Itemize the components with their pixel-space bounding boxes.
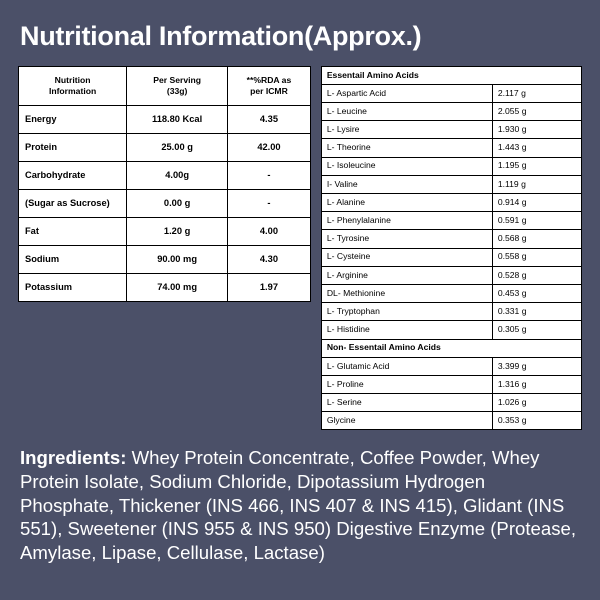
nutrition-header-per-serving-line2: (33g): [166, 85, 188, 96]
nutrition-row-rda: 4.00: [228, 217, 311, 245]
amino-row-name: L- Lysire: [321, 121, 492, 139]
table-row: [19, 217, 311, 245]
nutrition-row-per-serving: 0.00 g: [127, 189, 228, 217]
amino-row-amount: 1.316 g: [492, 375, 581, 393]
nutrition-header-information-line2: Information: [48, 85, 97, 96]
nutrition-header-per-serving-line1: Per Serving: [153, 75, 201, 86]
amino-row-name: L- Theorine: [321, 139, 492, 157]
nutrition-header-information-line1: Nutrition: [54, 75, 91, 86]
table-row: [321, 321, 581, 339]
nutrition-row-rda: 1.97: [228, 273, 311, 301]
nutrition-row-name: Fat: [19, 217, 127, 245]
table-row: [19, 273, 311, 301]
table-row: [321, 139, 581, 157]
amino-acids-table-body: [321, 66, 581, 430]
amino-row-amount: 0.331 g: [492, 303, 581, 321]
amino-row-amount: 0.591 g: [492, 212, 581, 230]
amino-row-name: L- Histidine: [321, 321, 492, 339]
table-row: [19, 189, 311, 217]
amino-row-name: L- Tyrosine: [321, 230, 492, 248]
nutrition-header-rda: [228, 66, 311, 105]
nutrition-row-name: Sodium: [19, 245, 127, 273]
page-title: Nutritional Information(Approx.): [20, 21, 422, 51]
amino-row-amount: 0.558 g: [492, 248, 581, 266]
nutrition-row-name: Carbohydrate: [19, 161, 127, 189]
nutrition-row-name: Protein: [19, 133, 127, 161]
table-row: [321, 375, 581, 393]
amino-row-amount: 1.026 g: [492, 394, 581, 412]
amino-row-name: L- Aspartic Acid: [321, 84, 492, 102]
table-row: [19, 105, 311, 133]
amino-row-name: DL- Methionine: [321, 284, 492, 302]
amino-row-name: Glycine: [321, 412, 492, 430]
table-row: [321, 212, 581, 230]
amino-row-name: L- Isoleucine: [321, 157, 492, 175]
amino-row-name: L- Cysteine: [321, 248, 492, 266]
amino-row-amount: 2.055 g: [492, 103, 581, 121]
amino-row-amount: 0.528 g: [492, 266, 581, 284]
nutrition-table-head: [19, 66, 311, 105]
nutrition-header-rda-line1: **%RDA as: [246, 75, 292, 86]
nutrition-row-per-serving: 25.00 g: [127, 133, 228, 161]
amino-acids-table: [321, 66, 582, 431]
amino-row-name: L- Alanine: [321, 194, 492, 212]
nutrition-header-information: [19, 66, 127, 105]
table-row: [321, 266, 581, 284]
amino-section-non-essential-header: [321, 339, 581, 357]
amino-row-amount: 0.353 g: [492, 412, 581, 430]
amino-row-amount: 1.119 g: [492, 175, 581, 193]
nutrition-row-per-serving: 118.80 Kcal: [127, 105, 228, 133]
nutrition-header-per-serving: [127, 66, 228, 105]
nutrition-row-per-serving: 4.00g: [127, 161, 228, 189]
amino-row-name: I- Valine: [321, 175, 492, 193]
amino-row-name: L- Proline: [321, 375, 492, 393]
nutrition-row-per-serving: 1.20 g: [127, 217, 228, 245]
table-row: [321, 412, 581, 430]
table-row: [321, 157, 581, 175]
amino-row-amount: 1.195 g: [492, 157, 581, 175]
amino-section-essential-label: Essentail Amino Acids: [321, 66, 581, 84]
nutrition-row-rda: 4.35: [228, 105, 311, 133]
amino-row-amount: 0.453 g: [492, 284, 581, 302]
amino-row-amount: 2.117 g: [492, 84, 581, 102]
table-row: [321, 84, 581, 102]
nutrition-information-table: [18, 66, 311, 302]
table-row: [321, 103, 581, 121]
amino-row-name: L- Serine: [321, 394, 492, 412]
table-row: [321, 394, 581, 412]
table-row: [321, 121, 581, 139]
ingredients-label: Ingredients:: [20, 447, 127, 469]
table-row: [321, 194, 581, 212]
amino-row-amount: 1.930 g: [492, 121, 581, 139]
amino-row-amount: 0.914 g: [492, 194, 581, 212]
nutrition-row-name: Potassium: [19, 273, 127, 301]
table-row: [321, 175, 581, 193]
table-row: [321, 303, 581, 321]
amino-section-non-essential-label: Non- Essentail Amino Acids: [321, 339, 581, 357]
nutrition-row-rda: -: [228, 189, 311, 217]
amino-row-amount: 3.399 g: [492, 357, 581, 375]
nutrition-row-rda: -: [228, 161, 311, 189]
ingredients-text: Whey Protein Concentrate, Coffee Powder, Whey Protein Isolate, Sodium Chloride, Dipotassium Hydrogen Phosphate, Thickener (INS 466, INS 407 & INS 415), Glidant (INS 551), Sweetener (INS 955 & INS 950) Digestive Enzyme (Protease, Amylase, Lipase, Cellulase, Lactase): [20, 447, 577, 563]
amino-section-essential-header: [321, 66, 581, 84]
nutrition-header-row: [19, 66, 311, 105]
amino-row-amount: 0.305 g: [492, 321, 581, 339]
table-row: [321, 248, 581, 266]
amino-row-name: L- Phenylalanine: [321, 212, 492, 230]
table-row: [19, 133, 311, 161]
amino-row-amount: 1.443 g: [492, 139, 581, 157]
table-row: [321, 284, 581, 302]
amino-row-name: L- Glutamic Acid: [321, 357, 492, 375]
amino-row-name: L- Tryptophan: [321, 303, 492, 321]
table-row: [321, 230, 581, 248]
nutrition-row-rda: 42.00: [228, 133, 311, 161]
nutrition-row-per-serving: 74.00 mg: [127, 273, 228, 301]
amino-row-name: L- Leucine: [321, 103, 492, 121]
nutrition-row-name: (Sugar as Sucrose): [19, 189, 127, 217]
amino-row-name: L- Arginine: [321, 266, 492, 284]
nutrition-row-rda: 4.30: [228, 245, 311, 273]
nutrition-header-rda-line2: per ICMR: [250, 85, 288, 96]
table-row: [19, 161, 311, 189]
table-row: [19, 245, 311, 273]
nutrition-row-name: Energy: [19, 105, 127, 133]
table-row: [321, 357, 581, 375]
amino-row-amount: 0.568 g: [492, 230, 581, 248]
tables-row: [18, 66, 582, 431]
nutrition-table-body: [19, 105, 311, 301]
nutrition-row-per-serving: 90.00 mg: [127, 245, 228, 273]
ingredients-section: [18, 446, 582, 564]
